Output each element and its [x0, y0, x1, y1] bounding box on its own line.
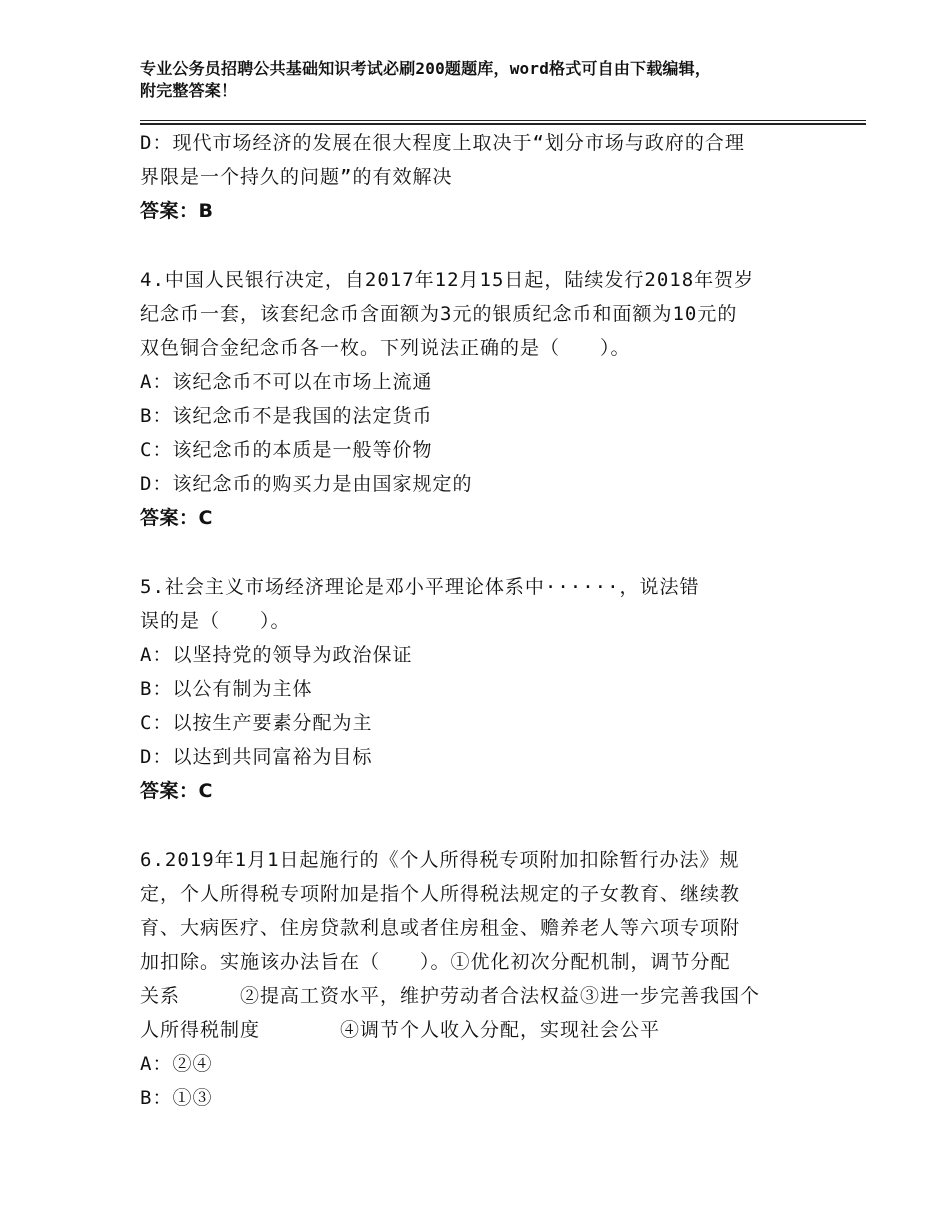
option-b: B：①③: [140, 1087, 213, 1109]
header-line-1: 专业公务员招聘公共基础知识考试必刷200题题库，word格式可自由下载编辑，: [140, 59, 712, 78]
option-d: D：以达到共同富裕为目标: [140, 746, 373, 768]
question-5: [140, 570, 820, 808]
document-body: [140, 126, 820, 1115]
question-stem: 人所得税制度 ④调节个人收入分配，实现社会公平: [140, 1019, 661, 1041]
question-3-tail: [140, 126, 820, 228]
answer: 答案：C: [140, 780, 213, 802]
option-b: B：该纪念币不是我国的法定货币: [140, 405, 433, 427]
header-rule-thin: [140, 120, 866, 121]
question-stem: 6.2019年1月1日起施行的《个人所得税专项附加扣除暂行办法》规: [140, 849, 740, 871]
question-4: [140, 263, 820, 535]
question-stem: 双色铜合金纪念币各一枚。下列说法正确的是（ ）。: [140, 337, 631, 359]
spacer: [140, 228, 820, 263]
page-header: [140, 58, 820, 102]
option-d: D：该纪念币的购买力是由国家规定的: [140, 473, 473, 495]
answer: 答案：B: [140, 200, 214, 222]
question-stem: 4.中国人民银行决定，自2017年12月15日起，陆续发行2018年贺岁: [140, 269, 755, 291]
question-stem: 纪念币一套，该套纪念币含面额为3元的银质纪念币和面额为10元的: [140, 303, 738, 325]
option-d-continued: 界限是一个持久的问题”的有效解决: [140, 166, 453, 188]
option-d: D：现代市场经济的发展在很大程度上取决于“划分市场与政府的合理: [140, 132, 745, 154]
question-stem: 育、大病医疗、住房贷款利息或者住房租金、赡养老人等六项专项附: [140, 917, 741, 939]
header-line-2: 附完整答案！: [140, 81, 238, 100]
question-stem: 关系 ②提高工资水平，维护劳动者合法权益③进一步完善我国个: [140, 985, 761, 1007]
option-b: B：以公有制为主体: [140, 678, 313, 700]
spacer: [140, 535, 820, 570]
answer: 答案：C: [140, 507, 213, 529]
question-6: [140, 843, 820, 1115]
spacer: [140, 808, 820, 843]
header-rule-thick: [140, 123, 866, 125]
option-a: A：以坚持党的领导为政治保证: [140, 644, 413, 666]
question-stem: 加扣除。实施该办法旨在（ ）。①优化初次分配机制，调节分配: [140, 951, 731, 973]
question-stem: 5.社会主义市场经济理论是邓小平理论体系中······，说法错: [140, 576, 700, 598]
question-stem: 误的是（ ）。: [140, 610, 291, 632]
option-c: C：该纪念币的本质是一般等价物: [140, 439, 433, 461]
option-a: A：该纪念币不可以在市场上流通: [140, 371, 433, 393]
option-a: A：②④: [140, 1053, 213, 1075]
option-c: C：以按生产要素分配为主: [140, 712, 373, 734]
question-stem: 定，个人所得税专项附加是指个人所得税法规定的子女教育、继续教: [140, 883, 741, 905]
